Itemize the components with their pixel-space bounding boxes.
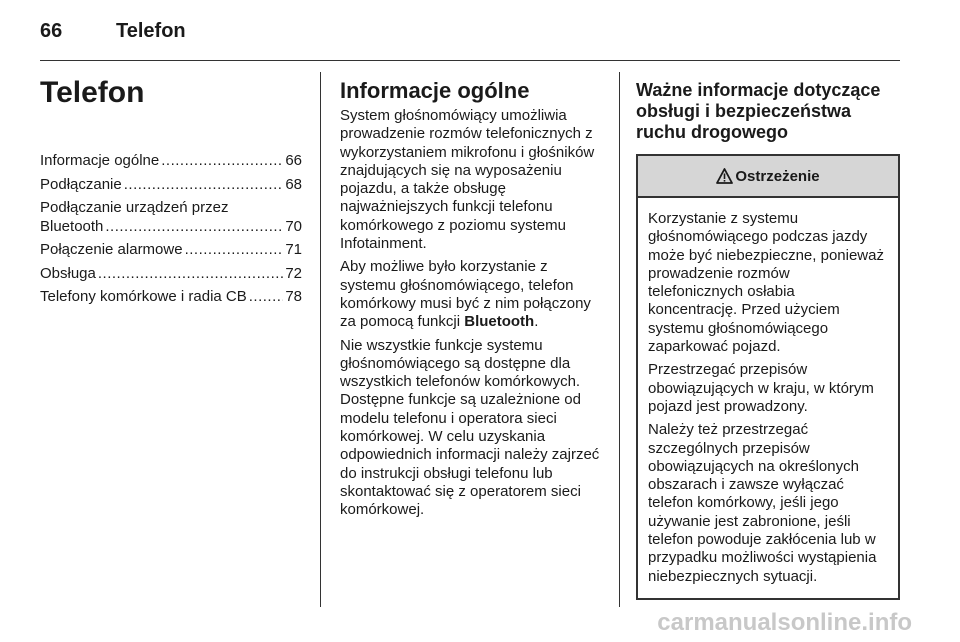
subsection-title: Ważne informacje dotyczące obsługi i bezpieczeństwa ruchu drogowego: [636, 80, 881, 142]
bluetooth-term: Bluetooth: [464, 313, 535, 331]
watermark: carmanualsonline.info: [657, 609, 912, 636]
paragraph-text: Aby możliwe było korzystanie z systemu głośnomówiącego, telefon komórkowy musi być z nim połączony za pomocą funkcji: [340, 258, 591, 331]
warning-paragraph: Korzystanie z systemu głośnomówiącego podczas jazdy może być niebezpieczne, ponieważ prowadzenie rozmów telefonicznych osłabia koncentrację. Przed użyciem systemu głośnomówiącego zaparkować pojazd.: [648, 210, 884, 356]
toc-item-label: Połączenie alarmowe: [40, 241, 183, 258]
paragraph-text: .: [534, 313, 539, 331]
paragraph: Nie wszystkie funkcje systemu głośnomówiącego są dostępne dla wszystkich telefonów komórkowych. Dostępne funkcje są uzależnione od modelu telefonu i operatora sieci komórkowej. W celu uzyskania odpowiednich informacji należy zajrzeć do instrukcji obsługi telefonu lub skontaktować się z operatorem sieci komórkowej.: [340, 336, 600, 519]
column-divider: [320, 72, 321, 607]
warning-paragraph: Przestrzegać przepisów obowiązujących w kraju, w którym pojazd jest prowadzony.: [648, 361, 874, 415]
toc-leader-dots: [185, 241, 284, 260]
warning-body: [638, 198, 898, 598]
toc-item[interactable]: [40, 176, 302, 195]
toc-leader-dots: [98, 265, 283, 284]
paragraph: [340, 258, 602, 331]
warning-box: [636, 154, 900, 600]
toc-item-page: 66: [285, 152, 302, 169]
warning-header: [638, 156, 898, 198]
toc-item-page: 78: [285, 288, 302, 305]
toc-item-label: Telefony komórkowe i radia CB: [40, 288, 247, 305]
safety-column: [636, 72, 902, 600]
toc-item-page: 68: [285, 175, 302, 193]
toc-leader-dots: [161, 152, 283, 171]
toc-item[interactable]: [40, 199, 302, 236]
header-rule: [40, 60, 900, 61]
paragraph: System głośnomówiący umożliwia prowadzenie rozmów telefonicznych z wykorzystaniem mikrofonu i głośników znajdujących się na wyposażeniu pojazdu, a także obsługę najważniejszych funkcji telefonu komórkowego z poziomu systemu Infotainment.: [340, 107, 595, 253]
running-title: Telefon: [116, 20, 186, 42]
toc-item-page: 71: [285, 241, 302, 258]
general-info-column: [340, 72, 602, 525]
toc-item[interactable]: [40, 288, 302, 307]
toc-item-label: Bluetooth: [40, 217, 104, 235]
toc-item-label: Informacje ogólne: [40, 152, 160, 169]
toc-leader-dots: [124, 176, 284, 195]
chapter-title: Telefon: [40, 76, 145, 109]
toc-item-label: Obsługa: [40, 264, 96, 282]
warning-paragraph: Należy też przestrzegać szczególnych przepisów obowiązujących na określonych obszarach i zawsze wyłączać telefon komórkowy, jeśli jego używanie jest zabronione, jeśli telefon powoduje zakłócenia lub w przypadku możliwości wystąpienia niebezpiecznych sytuacji.: [648, 421, 877, 585]
toc-column: [40, 72, 302, 312]
toc-item[interactable]: [40, 241, 302, 260]
toc-item[interactable]: [40, 152, 302, 171]
toc-leader-dots: [105, 218, 283, 237]
page-number: 66: [40, 20, 63, 42]
toc-item-page: 72: [285, 264, 302, 282]
column-divider: [619, 72, 620, 607]
table-of-contents: [40, 152, 302, 307]
toc-item[interactable]: [40, 265, 302, 284]
toc-item-page: 70: [285, 217, 302, 235]
warning-triangle-icon: [716, 168, 733, 184]
warning-heading: Ostrzeżenie: [735, 167, 820, 185]
toc-item-label: Podłączanie: [40, 175, 122, 193]
section-title: Informacje ogólne: [340, 78, 530, 103]
toc-item-label-line1: Podłączanie urządzeń przez: [40, 199, 229, 216]
toc-leader-dots: [249, 288, 284, 307]
